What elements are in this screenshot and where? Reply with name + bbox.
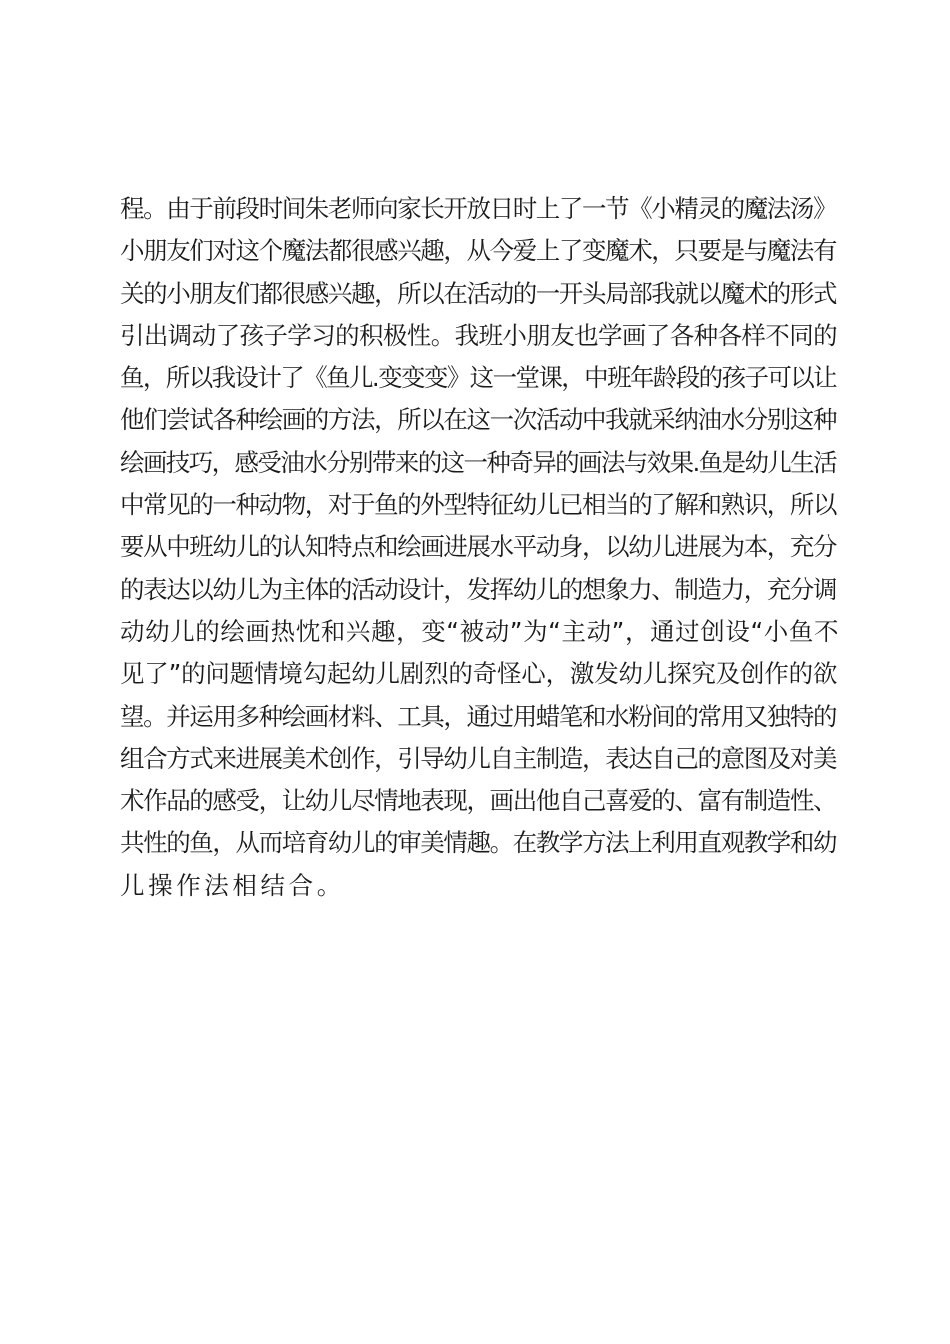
text-line: 望。并运用多种绘画材料、工具，通过用蜡笔和水粉间的常用又独特的 [120,701,837,731]
text-line: 见了”的问题情境勾起幼儿剧烈的奇怪心，激发幼儿探究及创作的欲 [120,659,838,689]
text-line: 引出调动了孩子学习的积极性。我班小朋友也学画了各种各样不同的 [120,320,837,350]
text-line: 儿操作法相结合。 [120,870,345,900]
text-line: 绘画技巧，感受油水分别带来的这一种奇异的画法与效果.鱼是幼儿生活 [120,447,837,477]
text-line: 的表达以幼儿为主体的活动设计，发挥幼儿的想象力、制造力，充分调 [120,574,837,604]
text-line: 中常见的一种动物，对于鱼的外型特征幼儿已相当的了解和熟识，所以 [120,490,837,520]
text-line: 鱼，所以我设计了《鱼儿.变变变》这一堂课，中班年龄段的孩子可以让 [120,363,837,393]
text-line: 程。由于前段时间朱老师向家长开放日时上了一节《小精灵的魔法汤》 [120,194,837,223]
text-line: 组合方式来进展美术创作，引导幼儿自主制造，表达自己的意图及对美 [120,743,837,773]
text-line: 术作品的感受，让幼儿尽情地表现，画出他自己喜爱的、富有制造性、 [120,786,837,816]
text-line: 小朋友们对这个魔法都很感兴趣，从今爱上了变魔术，只要是与魔法有 [120,236,837,266]
text-line: 关的小朋友们都很感兴趣，所以在活动的一开头局部我就以魔术的形式 [120,278,837,308]
text-line: 要从中班幼儿的认知特点和绘画进展水平动身，以幼儿进展为本，充分 [120,532,837,562]
text-line: 他们尝试各种绘画的方法，所以在这一次活动中我就采纳油水分别这种 [120,405,837,435]
text-line: 共性的鱼，从而培育幼儿的审美情趣。在教学方法上利用直观教学和幼 [120,828,837,858]
text-line: 动幼儿的绘画热忱和兴趣，变“被动”为“主动”，通过创设“小鱼不 [120,616,840,646]
body-paragraph [120,188,840,907]
